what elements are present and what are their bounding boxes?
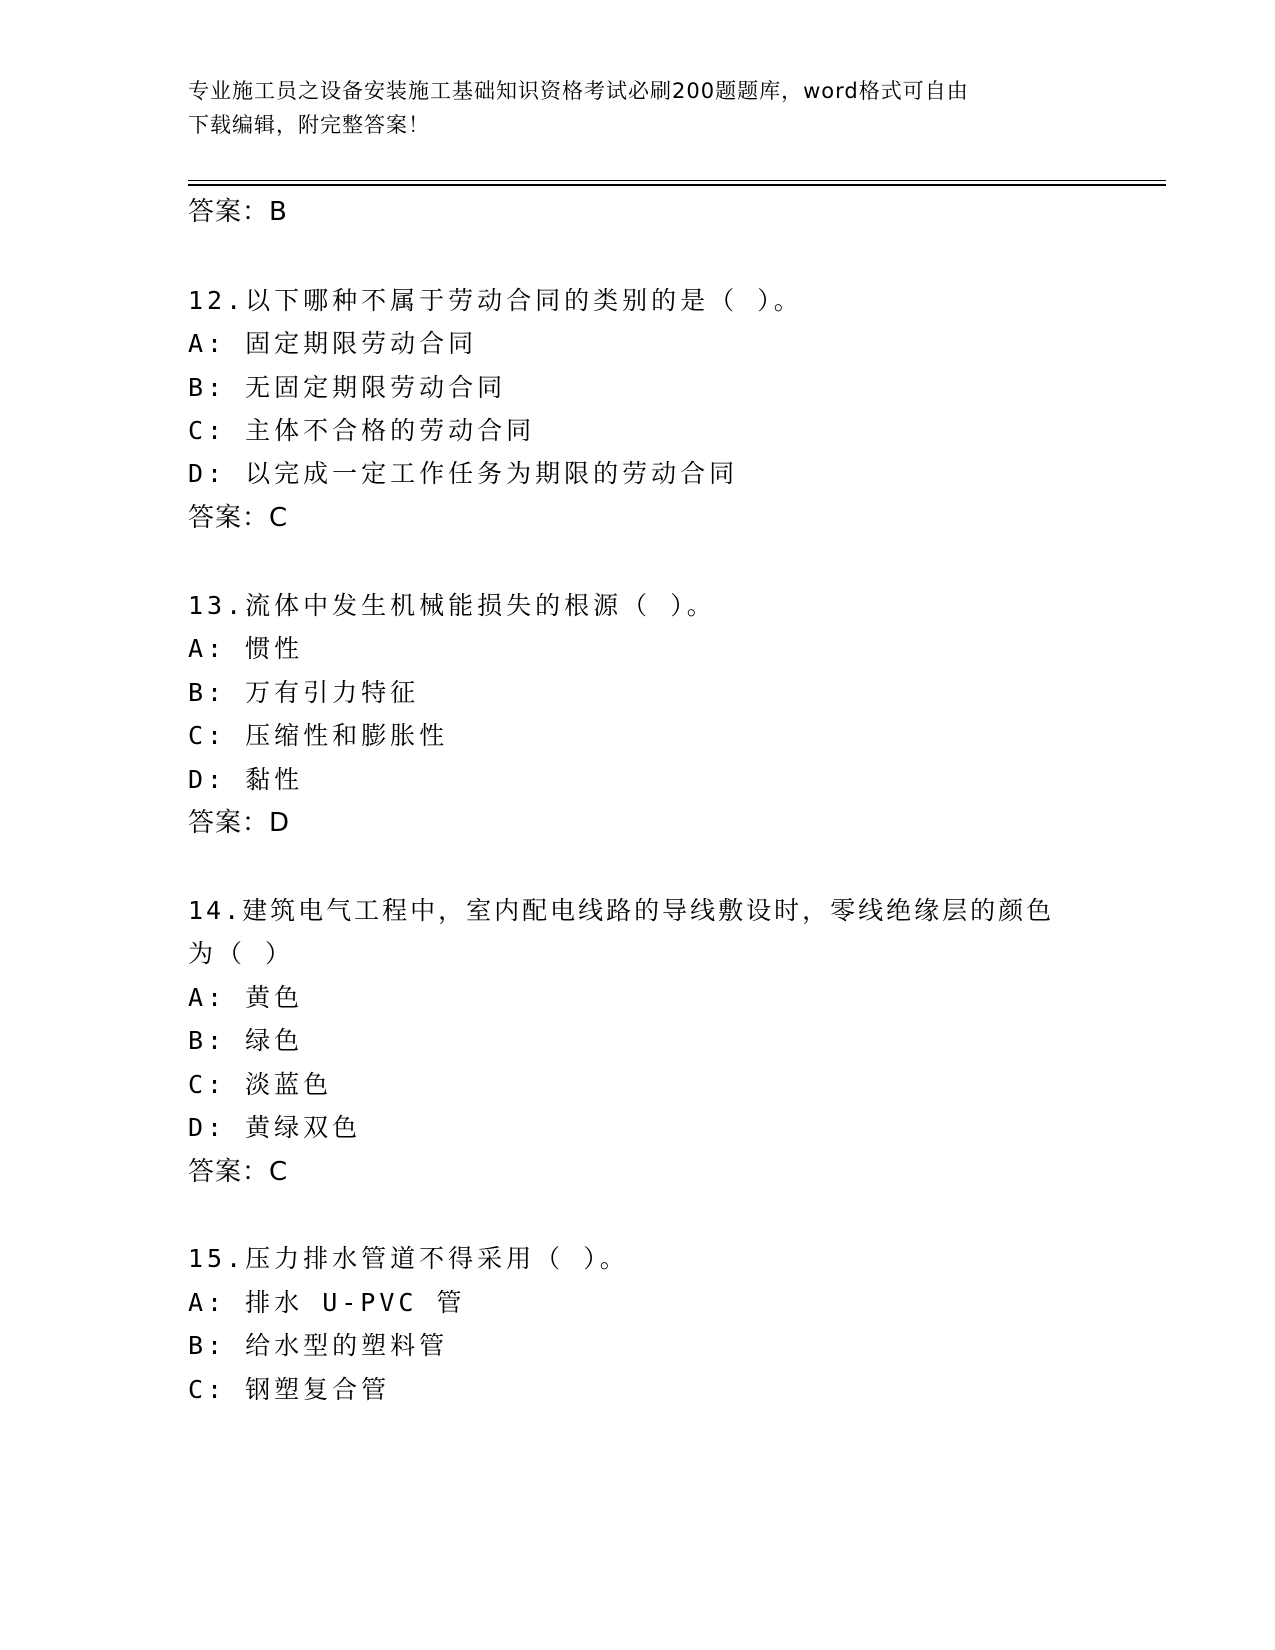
- question-14-option-c: C: 淡蓝色: [188, 1070, 333, 1099]
- question-12-answer: 答案：C: [188, 503, 289, 533]
- header-divider-thin: [188, 180, 1166, 181]
- question-13-option-b: B: 万有引力特征: [188, 678, 420, 707]
- question-12-stem: 12.以下哪种不属于劳动合同的类别的是（ ）。: [188, 286, 803, 315]
- header-divider-thick: [188, 184, 1166, 186]
- question-14-option-a: A: 黄色: [188, 983, 304, 1012]
- question-12-option-d: D: 以完成一定工作任务为期限的劳动合同: [188, 459, 739, 488]
- question-15-option-a: A: 排水 U-PVC 管: [188, 1288, 466, 1317]
- question-14-stem-line-2: 为（ ）: [188, 939, 295, 968]
- question-13-option-c: C: 压缩性和膨胀性: [188, 721, 449, 750]
- document-header: [188, 74, 1068, 142]
- question-14-stem-line-1: 14.建筑电气工程中，室内配电线路的导线敷设时，零线绝缘层的颜色: [188, 896, 1055, 925]
- header-line-1: 专业施工员之设备安装施工基础知识资格考试必刷200题题库，word格式可自由: [188, 79, 969, 103]
- question-12-option-a: A: 固定期限劳动合同: [188, 329, 478, 358]
- question-12-option-c: C: 主体不合格的劳动合同: [188, 416, 536, 445]
- question-13-option-d: D: 黏性: [188, 765, 304, 794]
- question-15-option-c: C: 钢塑复合管: [188, 1375, 391, 1404]
- question-15-option-b: B: 给水型的塑料管: [188, 1331, 449, 1360]
- question-13-stem: 13.流体中发生机械能损失的根源（ ）。: [188, 591, 716, 620]
- question-15-stem: 15.压力排水管道不得采用（ ）。: [188, 1244, 629, 1273]
- question-14-option-d: D: 黄绿双色: [188, 1113, 362, 1142]
- question-13-answer: 答案：D: [188, 808, 291, 838]
- answer-prev: 答案：B: [188, 197, 288, 227]
- header-line-2: 下载编辑，附完整答案！: [188, 113, 430, 137]
- question-12-option-b: B: 无固定期限劳动合同: [188, 373, 507, 402]
- question-13-option-a: A: 惯性: [188, 634, 304, 663]
- question-14-answer: 答案：C: [188, 1157, 289, 1187]
- question-14-option-b: B: 绿色: [188, 1026, 304, 1055]
